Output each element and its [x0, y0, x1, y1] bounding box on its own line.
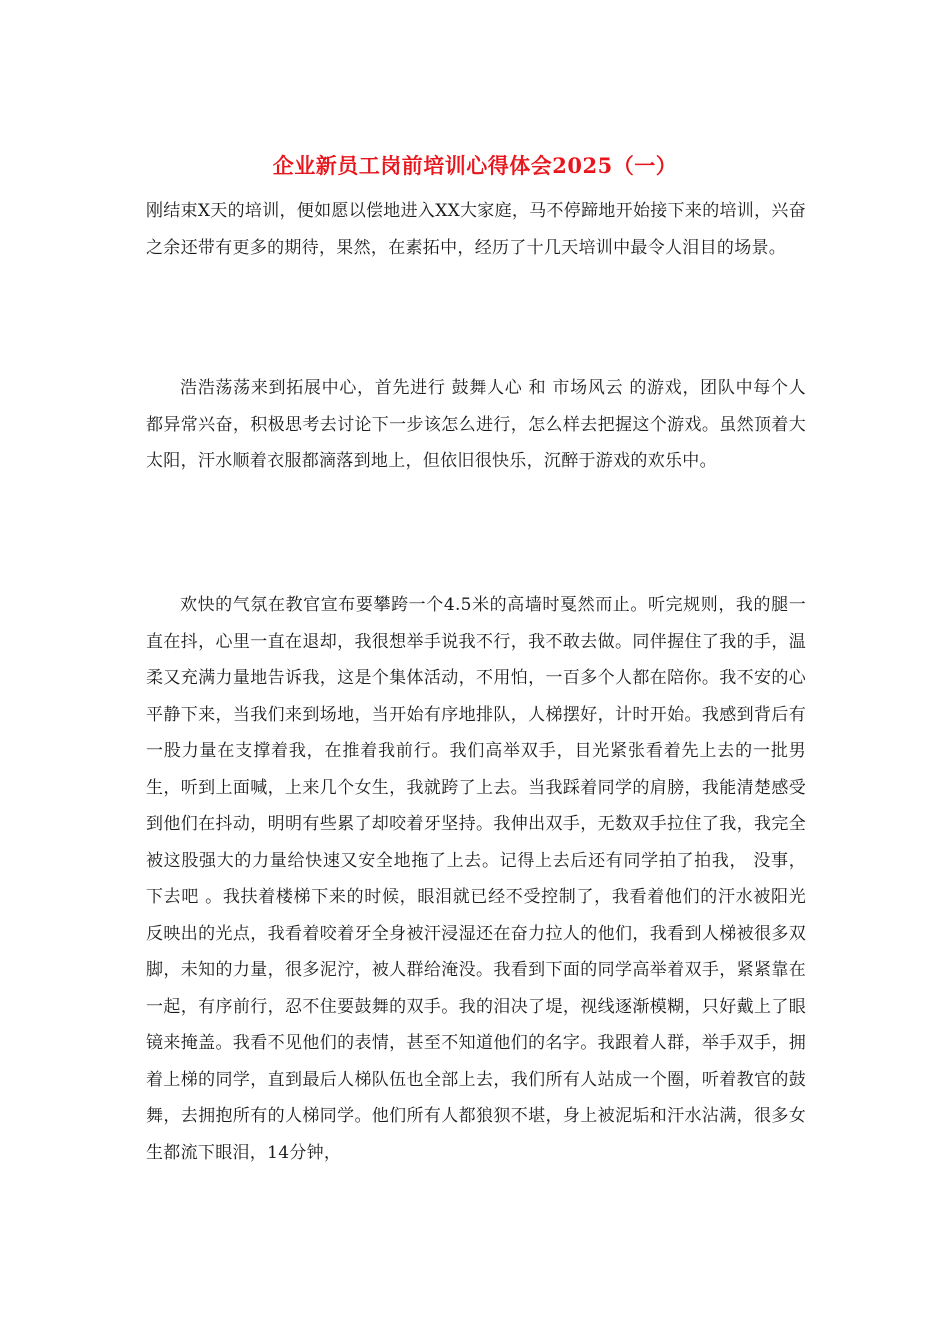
document-title: 企业新员工岗前培训心得体会2025（一）	[272, 153, 678, 178]
paragraph-intro: 刚结束X天的培训，便如愿以偿地进入XX大家庭，马不停蹄地开始接下来的培训，兴奋之余还带有更多的期待，果然，在素拓中，经历了十几天培训中最令人泪目的场景。	[146, 201, 807, 258]
paragraph-high-wall: 欢快的气氛在教官宣布要攀跨一个4.5米的高墙时戛然而止。听完规则，我的腿一直在抖，心里一直在退却，我很想举手说我不行，我不敢去做。同伴握住了我的手，温柔又充满力量地告诉我，这是个集体活动，不用怕，一百多个人都在陪你。我不安的心平静下来，当我们来到场地，当开始有序地排队，人梯摆好，计时开始。我感到背后有一股力量在支撑着我，在推着我前行。我们高举双手，目光紧张看着先上去的一批男生，听到上面喊，上来几个女生，我就跨了上去。当我踩着同学的肩膀，我能清楚感受到他们在抖动，明明有些累了却咬着牙坚持。我伸出双手，无数双手拉住了我，我完全被这股强大的力量给快速又安全地拖了上去。记得上去后还有同学拍了拍我， 没事，下去吧 。我扶着楼梯下来的时候，眼泪就已经不受控制了，我看着他们的汗水被阳光反映出的光点，我看着咬着牙全身被汗浸湿还在奋力拉人的他们，我看到人梯被很多双脚，未知的力量，很多泥泞，被人群给淹没。我看到下面的同学高举着双手，紧紧靠在一起，有序前行，忍不住要鼓舞的双手。我的泪决了堤，视线逐渐模糊，只好戴上了眼镜来掩盖。我看不见他们的表情，甚至不知道他们的名字。我跟着人群，举手双手，拥着上梯的同学，直到最后人梯队伍也全部上去，我们所有人站成一个圈，听着教官的鼓舞，去拥抱所有的人梯同学。他们所有人都狼狈不堪，身上被泥垢和汗水沾满，很多女生都流下眼泪，14分钟，	[146, 595, 806, 1163]
paragraph-expansion-center: 浩浩荡荡来到拓展中心，首先进行 鼓舞人心 和 市场风云 的游戏，团队中每个人都异常兴奋，积极思考去讨论下一步该怎么进行，怎么样去把握这个游戏。虽然顶着大太阳，汗水顺着衣服都滴落到地上，但依旧很快乐，沉醉于游戏的欢乐中。	[146, 378, 806, 471]
